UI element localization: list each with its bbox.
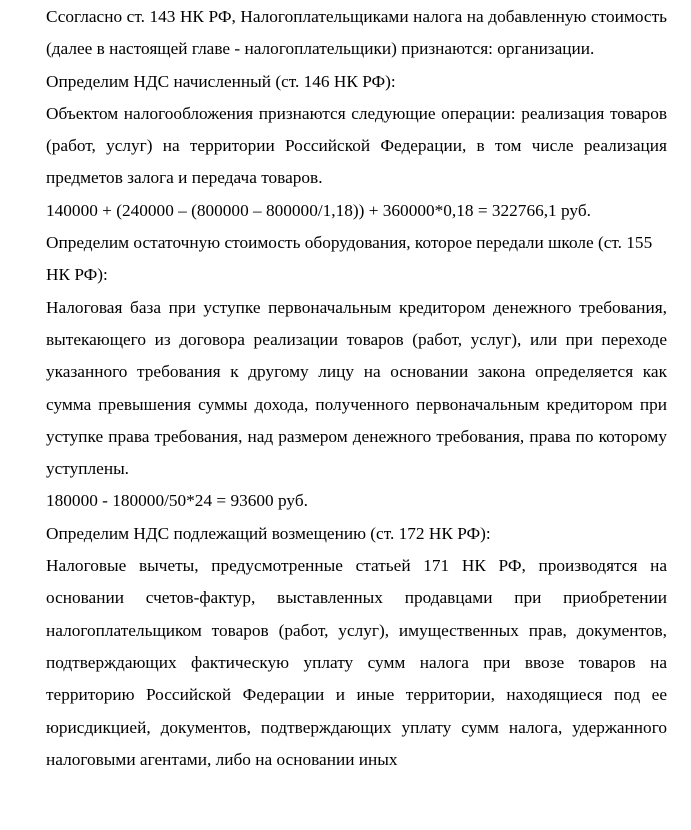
formula-residual-value: 180000 - 180000/50*24 = 93600 руб. xyxy=(46,491,308,511)
paragraph-taxation-object: Объектом налогообложения признаются следующие операции: реализация товаров (работ, услуг) на территории Российской Федерации, в том числе реализация предметов залога и передача товаров. xyxy=(46,103,667,188)
paragraph-tax-deductions: Налоговые вычеты, предусмотренные статьей 171 НК РФ, производятся на основании счетов-фактур, выставленных продавцами при приобретении налогоплательщиком товаров (работ, услуг), имущественных прав, документов, подтверждающих фактическую уплату сумм налога при ввозе товаров на территорию Российской Федерации и иные территории, находящиеся под ее юрисдикцией, документов, подтверждающих уплату сумм налога, удержанного налоговыми агентами, либо на основании иных xyxy=(46,556,667,769)
heading-vat-accrued: Определим НДС начисленный (ст. 146 НК РФ): xyxy=(46,71,396,91)
formula-vat-accrued: 140000 + (240000 – (800000 – 800000/1,18)) + 360000*0,18 = 322766,1 руб. xyxy=(46,200,591,220)
paragraph-tax-base: Налоговая база при уступке первоначальным кредитором денежного требования, вытекающего из договора реализации товаров (работ, услуг), или при переходе указанного требования к другому лицу на основании закона определяется как сумма превышения суммы дохода, полученного первоначальным кредитором при уступке права требования, над размером денежного требования, права по которому уступлены. xyxy=(46,297,667,479)
paragraph-vat-payers: Ссогласно ст. 143 НК РФ, Налогоплательщиками налога на добавленную стоимость (далее в настоящей главе - налогоплательщики) признаются: организации. xyxy=(46,7,667,59)
heading-vat-refund: Определим НДС подлежащий возмещению (ст. 172 НК РФ): xyxy=(46,523,491,543)
heading-residual-value: Определим остаточную стоимость оборудования, которое передали школе (ст. 155 НК РФ): xyxy=(46,233,653,285)
document-page xyxy=(0,1,691,830)
